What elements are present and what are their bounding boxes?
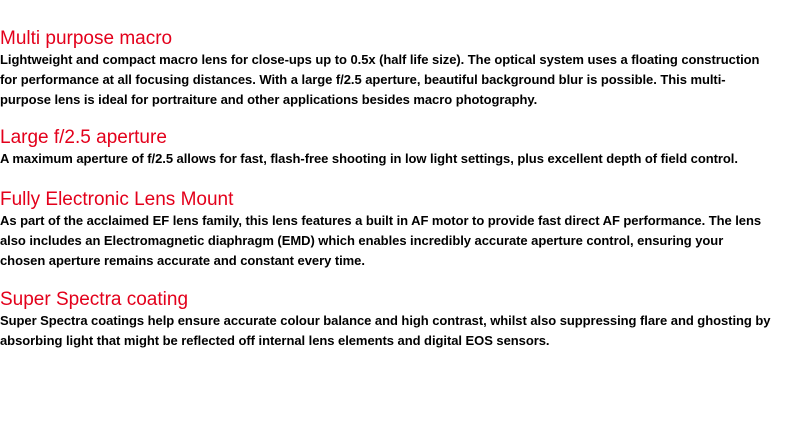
body-line: As part of the acclaimed EF lens family, this lens features a built in AF motor to provide fast direct AF performance. The lens [0, 213, 762, 228]
section-body [0, 149, 796, 169]
section-body [0, 50, 796, 110]
section-heading: Multi purpose macro [0, 28, 173, 49]
body-line: chosen aperture remains accurate and constant every time. [0, 253, 365, 268]
body-line: Super Spectra coatings help ensure accurate colour balance and high contrast, whilst also suppressing flare and ghosting by [0, 313, 771, 328]
section-body [0, 311, 796, 351]
body-line: for performance at all focusing distances. With a large f/2.5 aperture, beautiful background blur is possible. This multi- [0, 72, 726, 87]
body-line: Lightweight and compact macro lens for close-ups up to 0.5x (half life size). The optical system uses a floating construction [0, 52, 760, 67]
feature-section-electronic-lens-mount [0, 189, 796, 271]
body-line: absorbing light that might be reflected off internal lens elements and digital EOS sensors. [0, 333, 550, 348]
section-body [0, 211, 796, 271]
feature-section-multi-purpose-macro [0, 28, 796, 110]
body-line: purpose lens is ideal for portraiture and other applications besides macro photography. [0, 92, 538, 107]
section-heading: Fully Electronic Lens Mount [0, 189, 234, 210]
feature-section-super-spectra-coating [0, 289, 796, 351]
section-heading: Super Spectra coating [0, 289, 189, 310]
body-line: also includes an Electromagnetic diaphragm (EMD) which enables incredibly accurate aperture control, ensuring your [0, 233, 724, 248]
feature-section-large-aperture [0, 127, 796, 169]
section-heading: Large f/2.5 aperture [0, 127, 167, 148]
body-line: A maximum aperture of f/2.5 allows for fast, flash-free shooting in low light settings, plus excellent depth of field control. [0, 151, 738, 166]
